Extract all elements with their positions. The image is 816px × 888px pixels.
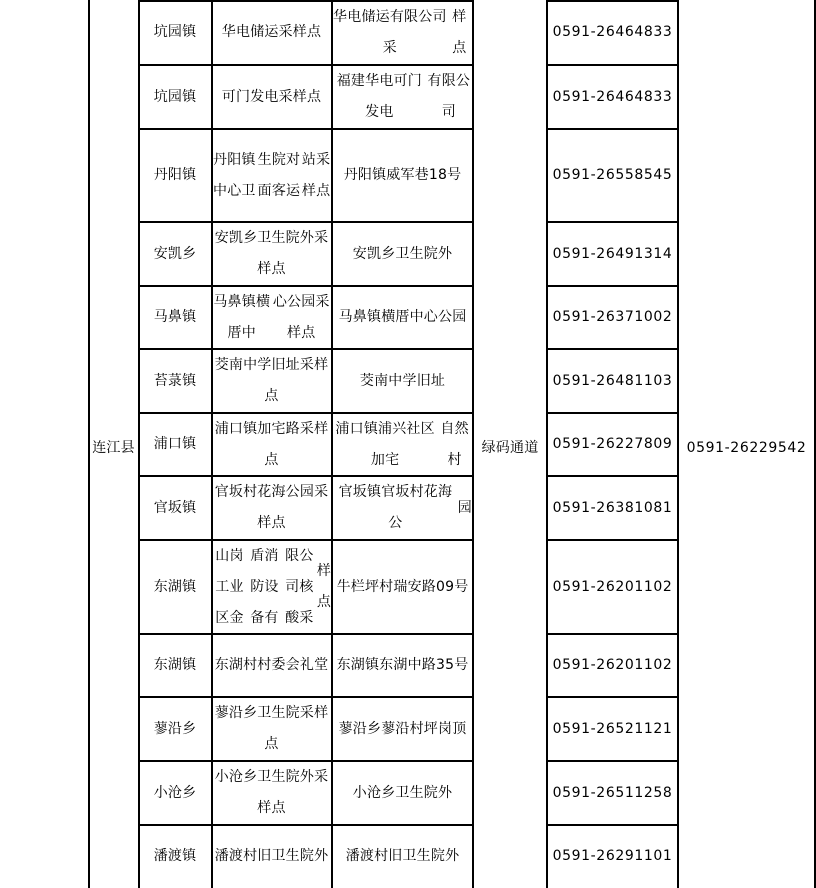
- phone-cell: 0591-26201102: [552, 657, 673, 673]
- town-cell: 潘渡镇: [153, 848, 197, 864]
- row-border: [546, 633, 679, 635]
- row-border: [138, 0, 474, 2]
- site-cell: 丹阳镇中心卫 生院对面客运 站采样点: [213, 151, 331, 199]
- site-cell: 山岗工业区金 盾消防设备有 限公司核酸采 样点: [215, 547, 332, 626]
- column-border: [88, 0, 90, 888]
- channel-label: 绿码通道: [481, 439, 539, 456]
- phone-cell: 0591-26491314: [552, 245, 673, 262]
- address-cell: 茭南中学旧址: [359, 372, 446, 389]
- row-border: [138, 539, 474, 541]
- address-cell: 小沧乡卫生院外: [352, 784, 453, 801]
- phone-cell: 0591-26371002: [552, 309, 673, 325]
- town-cell: 坑园镇: [153, 24, 197, 40]
- site-cell: 东湖村村委会 礼堂: [214, 657, 329, 673]
- column-border: [472, 0, 474, 888]
- address-cell: 东湖镇东湖中路3 5号: [336, 657, 469, 673]
- town-cell: 苔菉镇: [153, 372, 197, 389]
- row-border: [138, 64, 474, 66]
- town-cell: 东湖镇: [153, 657, 197, 673]
- town-cell: 丹阳镇: [153, 167, 197, 183]
- hotline-cell: [678, 0, 815, 888]
- town-cell: 官坂镇: [153, 499, 197, 516]
- site-cell: 茭南中学旧址采样点: [214, 357, 329, 404]
- site-cell: 马鼻镇横厝中 心公园采样点: [213, 293, 330, 341]
- site-cell: 蓼沿乡卫生院采样点: [214, 705, 329, 752]
- address-cell: 潘渡村旧卫生院外: [345, 848, 460, 864]
- column-border: [211, 0, 213, 888]
- site-cell: 小沧乡卫生院外采样点: [214, 769, 329, 816]
- town-cell: 东湖镇: [153, 578, 197, 595]
- row-border: [546, 285, 679, 287]
- phone-cell: 0591-26558545: [552, 167, 673, 183]
- site-cell: 官坂村花海公园采样点: [214, 484, 329, 531]
- phone-cell: 0591-26201102: [552, 578, 673, 595]
- site-cell: 华电储运采样点: [221, 24, 322, 40]
- row-border: [138, 348, 474, 350]
- phone-cell: 0591-26464833: [552, 88, 673, 105]
- column-border: [138, 0, 140, 888]
- row-border: [546, 0, 679, 2]
- row-border: [546, 348, 679, 350]
- row-border: [138, 285, 474, 287]
- row-border: [546, 696, 679, 698]
- town-cell: 浦口镇: [153, 436, 197, 452]
- phone-cell: 0591-26464833: [552, 24, 673, 40]
- address-cell: 官坂镇官坂村花海公 园: [338, 484, 472, 531]
- town-cell: 坑园镇: [153, 88, 197, 105]
- town-cell: 马鼻镇: [153, 309, 197, 325]
- row-border: [138, 221, 474, 223]
- row-border: [138, 475, 474, 477]
- town-cell: 蓼沿乡: [153, 720, 197, 737]
- row-border: [546, 412, 679, 414]
- row-border: [546, 760, 679, 762]
- row-border: [546, 64, 679, 66]
- row-border: [546, 475, 679, 477]
- phone-cell: 0591-26291101: [552, 848, 673, 864]
- row-border: [138, 824, 474, 826]
- row-border: [546, 539, 679, 541]
- row-border: [546, 128, 679, 130]
- county-cell: [88, 0, 139, 888]
- phone-cell: 0591-26227809: [552, 436, 673, 452]
- site-cell: 浦口镇加宅路采样点: [214, 420, 329, 468]
- row-border: [138, 412, 474, 414]
- phone-cell: 0591-26511258: [552, 784, 673, 801]
- town-cell: 小沧乡: [153, 784, 197, 801]
- phone-cell: 0591-26521121: [552, 720, 673, 737]
- row-border: [546, 824, 679, 826]
- address-cell: 蓼沿乡蓼沿村坪岗顶: [338, 720, 467, 737]
- hotline-number: 0591-26229542: [686, 439, 807, 456]
- address-cell: 华电储运有限公司采 样点: [333, 8, 467, 56]
- row-border: [546, 221, 679, 223]
- address-cell: 安凯乡卫生院外: [352, 245, 453, 262]
- phone-cell: 0591-26481103: [552, 372, 673, 389]
- address-cell: 福建华电可门发电 有限公司: [336, 73, 471, 120]
- phone-cell: 0591-26381081: [552, 499, 673, 516]
- site-cell: 可门发电采样点: [221, 88, 322, 105]
- address-cell: 牛栏坪村瑞安路0 9号: [336, 578, 469, 595]
- channel-cell: [473, 0, 547, 888]
- column-border: [331, 0, 333, 888]
- row-border: [138, 696, 474, 698]
- column-border: [546, 0, 548, 888]
- county-name: 连江县: [92, 439, 135, 456]
- town-cell: 安凯乡: [153, 245, 197, 262]
- address-cell: 浦口镇浦兴社区加宅 自然村: [335, 420, 469, 468]
- site-cell: 潘渡村旧卫生院外: [214, 848, 329, 864]
- row-border: [138, 128, 474, 130]
- site-cell: 安凯乡卫生院外采样点: [214, 230, 329, 277]
- row-border: [138, 760, 474, 762]
- row-border: [138, 633, 474, 635]
- address-cell: 马鼻镇横厝中心公园: [338, 309, 467, 325]
- column-border: [677, 0, 679, 888]
- address-cell: 丹阳镇威军巷18号: [343, 167, 462, 183]
